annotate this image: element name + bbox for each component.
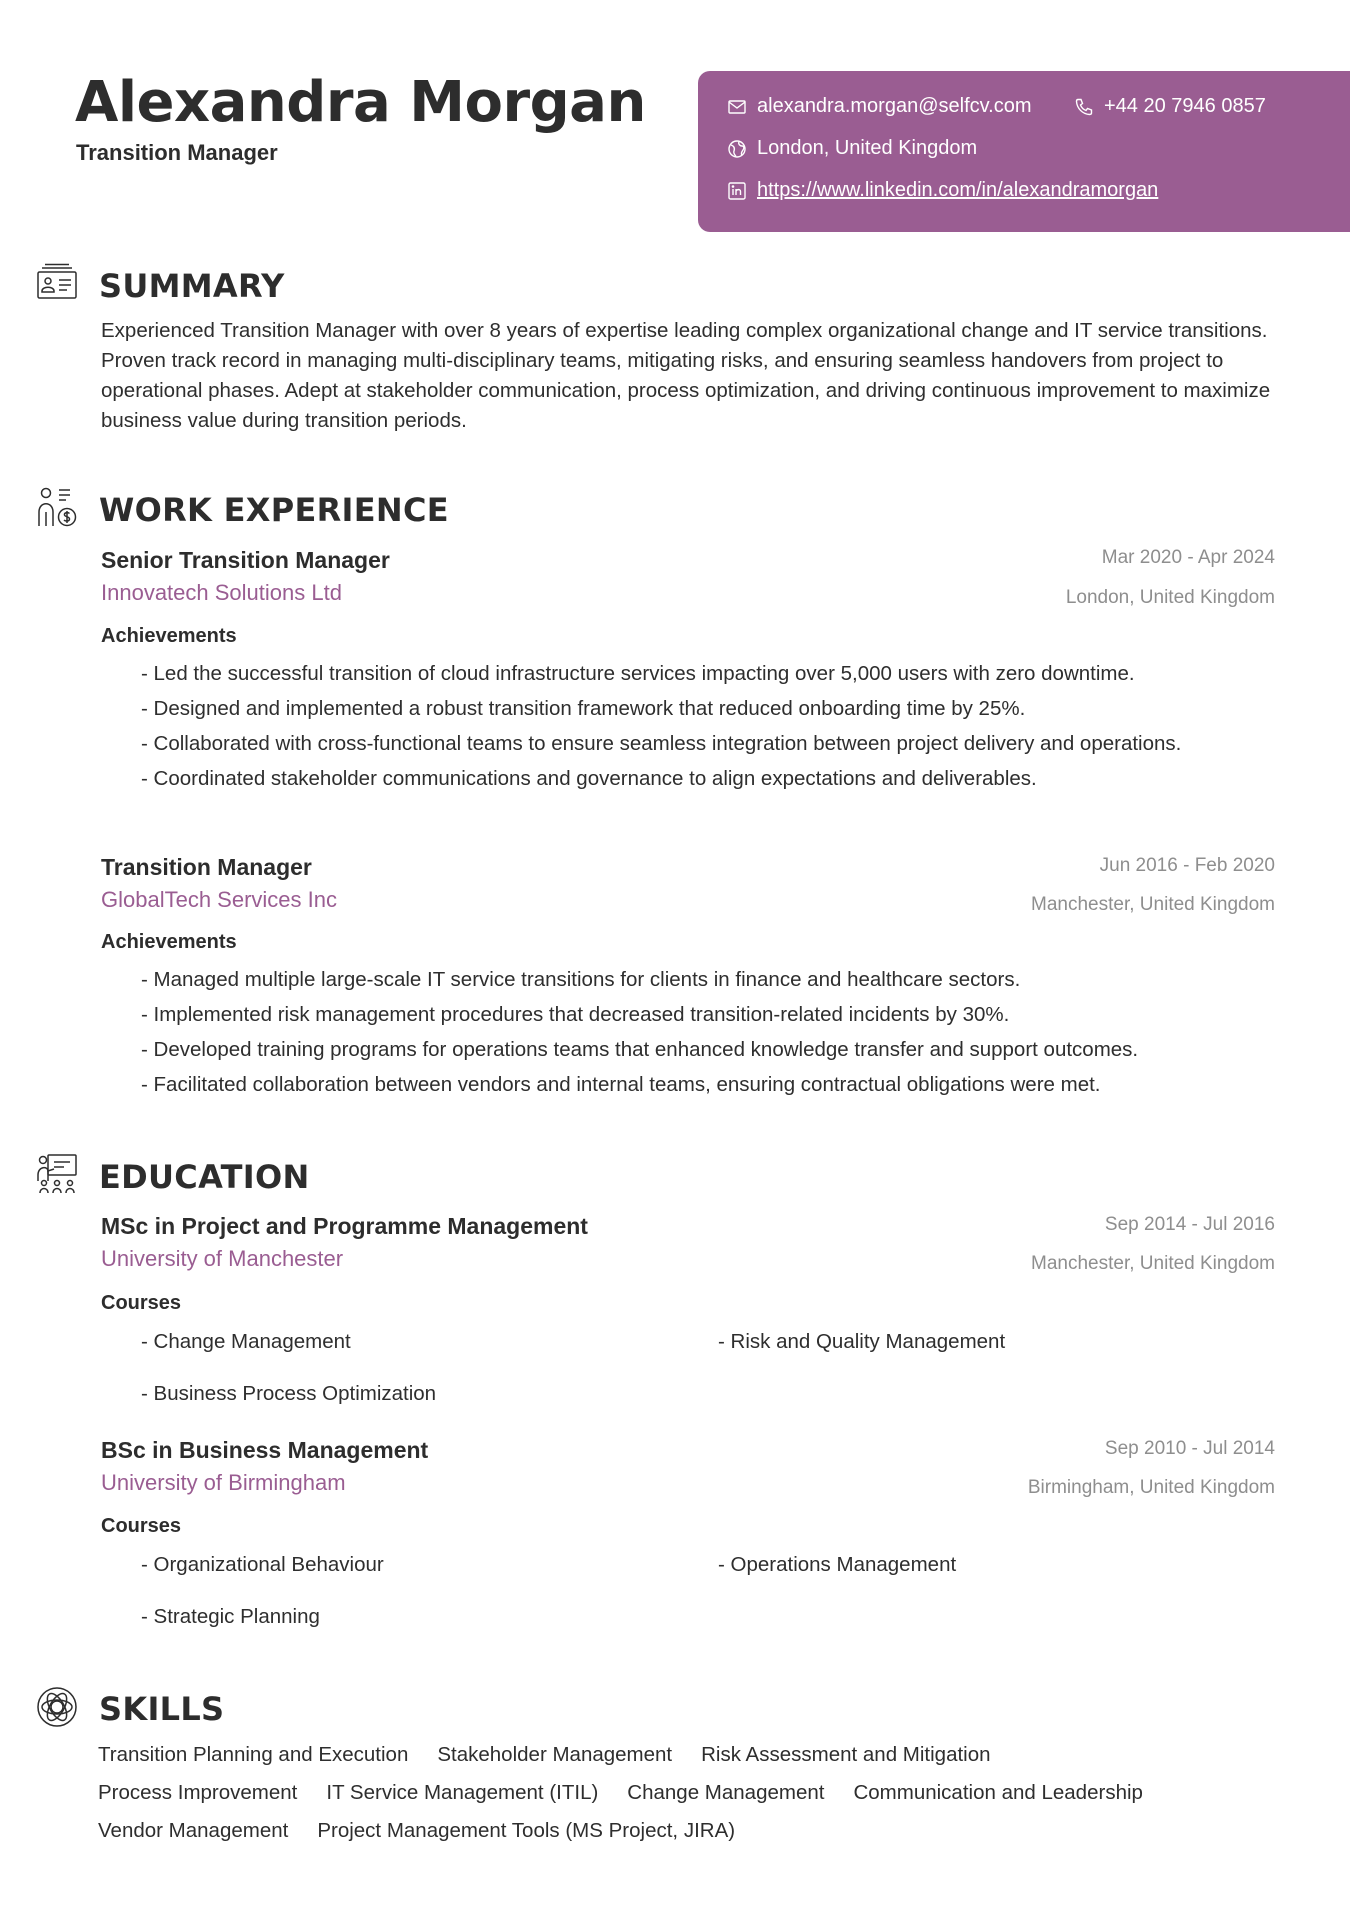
achievements-heading: Achievements: [101, 625, 237, 647]
skills-row: [98, 1781, 1143, 1805]
achievement-item: - Led the successful transition of cloud infrastructure services impacting over 5,000 users with zero downtime.: [141, 659, 1261, 689]
skill-item: Change Management: [627, 1781, 825, 1804]
linkedin-icon: [727, 181, 747, 201]
education-location: Birmingham, United Kingdom: [1027, 1477, 1275, 1498]
job-dates: Jun 2016 - Feb 2020: [1099, 855, 1275, 876]
job-dates: Mar 2020 - Apr 2024: [1101, 547, 1275, 568]
skills-row: [98, 1819, 735, 1843]
work-experience-heading: WORK EXPERIENCE: [99, 491, 449, 529]
course-item: - Business Process Optimization: [141, 1382, 436, 1406]
education-location: Manchester, United Kingdom: [1031, 1253, 1275, 1274]
linkedin-link[interactable]: https://www.linkedin.com/in/alexandramorgan: [757, 179, 1159, 201]
course-item: - Operations Management: [718, 1553, 956, 1577]
course-item: - Change Management: [141, 1330, 351, 1354]
skills-heading: SKILLS: [99, 1690, 225, 1728]
skills-row: [98, 1743, 991, 1767]
achievements-list: [141, 659, 1261, 799]
job-location: London, United Kingdom: [1065, 587, 1275, 608]
achievements-heading: Achievements: [101, 931, 237, 953]
mail-icon: [727, 97, 747, 117]
summary-heading: SUMMARY: [99, 267, 285, 305]
phone-text: +44 20 7946 0857: [1104, 95, 1266, 117]
contact-linkedin[interactable]: [727, 179, 1158, 202]
skill-item: Communication and Leadership: [853, 1781, 1143, 1804]
contact-location: [727, 137, 977, 160]
achievement-item: - Implemented risk management procedures that decreased transition-related incidents by 30%.: [141, 1000, 1261, 1030]
job-company: GlobalTech Services Inc: [101, 887, 337, 912]
email-text: alexandra.morgan@selfcv.com: [757, 95, 1032, 117]
school-name: University of Birmingham: [101, 1470, 346, 1495]
course-item: - Risk and Quality Management: [718, 1330, 1005, 1354]
skill-item: Project Management Tools (MS Project, JIRA): [317, 1819, 736, 1842]
achievement-item: - Developed training programs for operations teams that enhanced knowledge transfer and support outcomes.: [141, 1035, 1261, 1065]
skill-item: IT Service Management (ITIL): [326, 1781, 599, 1804]
skill-item: Transition Planning and Execution: [98, 1743, 409, 1766]
skill-item: Stakeholder Management: [437, 1743, 673, 1766]
skill-item: Process Improvement: [98, 1781, 298, 1804]
courses-heading: Courses: [101, 1292, 182, 1314]
contact-panel: [698, 71, 1350, 232]
summary-text: Experienced Transition Manager with over 8 years of expertise leading complex organizational change and IT service transitions. Proven track record in managing multi-disciplinary teams, mitigating risks, and ensuring seamless handovers from project to operational phases. Adept at stakeholder communication, process optimization, and driving continuous improvement to maximize business value during transition periods.: [101, 319, 1271, 432]
skill-item: Vendor Management: [98, 1819, 289, 1842]
job-location: Manchester, United Kingdom: [1031, 894, 1275, 915]
degree-title: BSc in Business Management: [101, 1437, 429, 1463]
course-item: - Organizational Behaviour: [141, 1553, 384, 1577]
candidate-title: Transition Manager: [76, 140, 278, 165]
work-experience-icon: [36, 486, 78, 528]
phone-icon: [1074, 97, 1094, 117]
achievement-item: - Coordinated stakeholder communications and governance to align expectations and deliverables.: [141, 764, 1261, 794]
school-name: University of Manchester: [101, 1246, 344, 1271]
education-dates: Sep 2010 - Jul 2014: [1104, 1438, 1275, 1459]
skills-icon: [36, 1686, 78, 1728]
location-text: London, United Kingdom: [757, 137, 978, 159]
achievement-item: - Managed multiple large-scale IT service transitions for clients in finance and healthcare sectors.: [141, 965, 1261, 995]
education-heading: EDUCATION: [99, 1158, 310, 1196]
course-item: - Strategic Planning: [141, 1605, 320, 1629]
achievement-item: - Collaborated with cross-functional teams to ensure seamless integration between project delivery and operations.: [141, 729, 1261, 759]
job-title: Senior Transition Manager: [101, 547, 390, 573]
job-title: Transition Manager: [101, 854, 312, 880]
achievements-list: [141, 965, 1261, 1105]
courses-heading: Courses: [101, 1515, 182, 1537]
education-icon: [36, 1153, 78, 1195]
education-dates: Sep 2014 - Jul 2016: [1104, 1214, 1275, 1235]
candidate-name: Alexandra Morgan: [75, 70, 646, 135]
summary-icon: [36, 262, 78, 304]
job-company: Innovatech Solutions Ltd: [101, 580, 342, 605]
contact-email[interactable]: [727, 95, 1032, 118]
contact-phone[interactable]: [1074, 95, 1266, 118]
achievement-item: - Facilitated collaboration between vendors and internal teams, ensuring contractual obligations were met.: [141, 1070, 1261, 1100]
achievement-item: - Designed and implemented a robust transition framework that reduced onboarding time by 25%.: [141, 694, 1261, 724]
globe-icon: [727, 139, 747, 159]
degree-title: MSc in Project and Programme Management: [101, 1213, 588, 1239]
skill-item: Risk Assessment and Mitigation: [701, 1743, 991, 1766]
